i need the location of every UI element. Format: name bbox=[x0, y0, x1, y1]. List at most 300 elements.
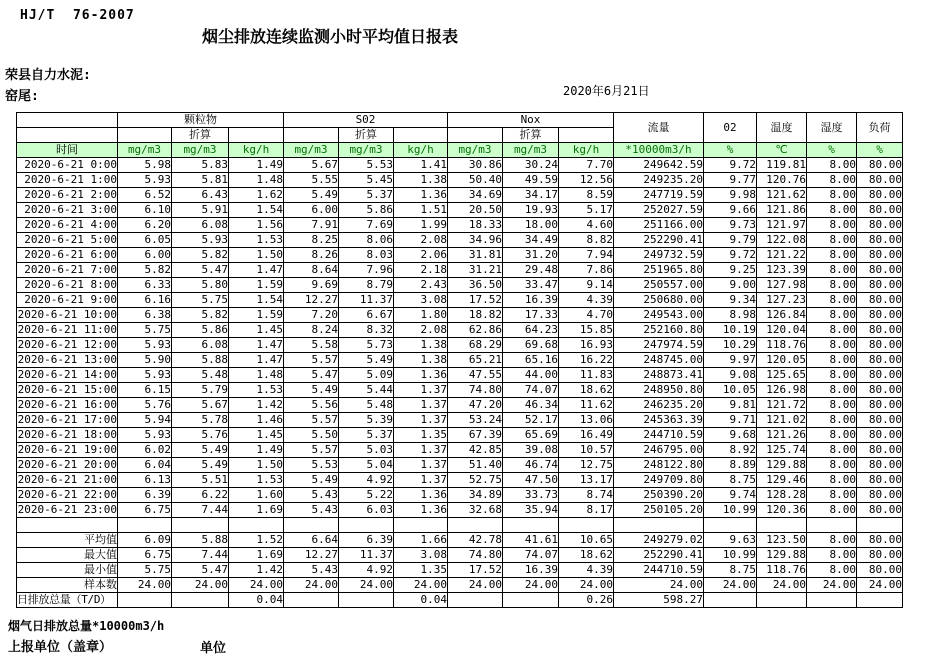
value-cell bbox=[339, 518, 394, 533]
value-cell: 74.80 bbox=[448, 548, 503, 563]
value-cell: 24.00 bbox=[229, 578, 284, 593]
value-cell: 1.35 bbox=[394, 428, 448, 443]
value-cell: 8.89 bbox=[704, 458, 757, 473]
value-cell: 118.76 bbox=[757, 338, 807, 353]
flow-total-note: 烟气日排放总量*10000m3/h bbox=[8, 619, 165, 633]
value-cell: 65.21 bbox=[448, 353, 503, 368]
value-cell: 6.03 bbox=[339, 503, 394, 518]
value-cell: 7.94 bbox=[559, 248, 614, 263]
value-cell: 1.49 bbox=[229, 158, 284, 173]
value-cell: 5.55 bbox=[284, 173, 339, 188]
value-cell: 120.04 bbox=[757, 323, 807, 338]
value-cell: 17.33 bbox=[503, 308, 559, 323]
unit-header-cell: mg/m3 bbox=[448, 143, 503, 158]
value-cell: 80.00 bbox=[857, 323, 903, 338]
value-cell: 12.27 bbox=[284, 548, 339, 563]
value-cell: 11.83 bbox=[559, 368, 614, 383]
time-cell: 2020-6-21 9:00 bbox=[17, 293, 118, 308]
col-header-load: 负荷 bbox=[857, 113, 903, 143]
unit-header-cell: mg/m3 bbox=[118, 143, 172, 158]
value-cell bbox=[757, 518, 807, 533]
summary-label: 平均值 bbox=[17, 533, 118, 548]
value-cell: 249279.02 bbox=[614, 533, 704, 548]
value-cell: 2.08 bbox=[394, 323, 448, 338]
value-cell: 8.24 bbox=[284, 323, 339, 338]
value-cell: 8.75 bbox=[704, 473, 757, 488]
value-cell: 69.68 bbox=[503, 338, 559, 353]
value-cell: 18.62 bbox=[559, 548, 614, 563]
value-cell: 8.98 bbox=[704, 308, 757, 323]
value-cell: 24.00 bbox=[118, 578, 172, 593]
value-cell: 5.93 bbox=[118, 173, 172, 188]
value-cell bbox=[757, 593, 807, 608]
value-cell: 7.86 bbox=[559, 263, 614, 278]
value-cell: 7.96 bbox=[339, 263, 394, 278]
value-cell bbox=[857, 518, 903, 533]
time-cell: 2020-6-21 21:00 bbox=[17, 473, 117, 486]
value-cell: 5.93 bbox=[118, 338, 172, 353]
value-cell: 35.94 bbox=[503, 503, 559, 518]
value-cell: 1.59 bbox=[229, 278, 284, 293]
value-cell: 6.02 bbox=[118, 443, 172, 458]
value-cell: 8.00 bbox=[807, 548, 857, 563]
value-cell: 6.15 bbox=[118, 383, 172, 398]
value-cell: 9.81 bbox=[704, 398, 757, 413]
table-row bbox=[17, 578, 903, 593]
value-cell: 5.51 bbox=[172, 473, 229, 488]
table-row bbox=[17, 263, 903, 278]
value-cell: 249732.59 bbox=[614, 248, 704, 263]
value-cell: 5.17 bbox=[559, 203, 614, 218]
value-cell: 24.00 bbox=[503, 578, 559, 593]
value-cell: 5.48 bbox=[339, 398, 394, 413]
value-cell: 5.58 bbox=[284, 338, 339, 353]
value-cell bbox=[172, 518, 229, 533]
value-cell: 9.25 bbox=[704, 263, 757, 278]
time-cell: 2020-6-21 18:00 bbox=[17, 428, 117, 441]
value-cell: 1.46 bbox=[229, 413, 284, 428]
value-cell: 8.17 bbox=[559, 503, 614, 518]
value-cell: 6.52 bbox=[118, 188, 172, 203]
subheader-blank bbox=[284, 128, 339, 143]
value-cell: 250680.00 bbox=[614, 293, 704, 308]
value-cell: 244710.59 bbox=[614, 428, 704, 443]
value-cell: 80.00 bbox=[857, 263, 903, 278]
value-cell: 8.00 bbox=[807, 398, 857, 413]
value-cell: 4.60 bbox=[559, 218, 614, 233]
value-cell: 4.39 bbox=[559, 293, 614, 308]
unit-header-cell: % bbox=[704, 143, 757, 158]
value-cell: 8.00 bbox=[807, 218, 857, 233]
value-cell: 248950.80 bbox=[614, 383, 704, 398]
group-header-row bbox=[17, 113, 903, 128]
value-cell: 6.75 bbox=[118, 548, 172, 563]
value-cell bbox=[807, 593, 857, 608]
value-cell: 1.48 bbox=[229, 173, 284, 188]
value-cell: 44.00 bbox=[503, 368, 559, 383]
value-cell: 24.00 bbox=[339, 578, 394, 593]
value-cell: 5.93 bbox=[118, 368, 172, 383]
unit-header-cell: ℃ bbox=[757, 143, 807, 158]
value-cell: 5.47 bbox=[172, 263, 229, 278]
value-cell: 9.72 bbox=[704, 248, 757, 263]
value-cell: 6.05 bbox=[118, 233, 172, 248]
subheader-converted-so2: 折算 bbox=[339, 128, 394, 143]
col-header-temp: 温度 bbox=[757, 113, 807, 143]
value-cell: 80.00 bbox=[857, 458, 903, 473]
time-cell: 2020-6-21 15:00 bbox=[17, 383, 117, 396]
table-row bbox=[17, 203, 903, 218]
table-row bbox=[17, 548, 903, 563]
value-cell: 80.00 bbox=[857, 368, 903, 383]
value-cell: 8.00 bbox=[807, 233, 857, 248]
unit-header-cell: mg/m3 bbox=[339, 143, 394, 158]
value-cell bbox=[284, 518, 339, 533]
value-cell: 2.18 bbox=[394, 263, 448, 278]
value-cell: 1.38 bbox=[394, 338, 448, 353]
unit-header-cell: kg/h bbox=[229, 143, 284, 158]
time-cell: 2020-6-21 8:00 bbox=[17, 278, 118, 293]
value-cell: 9.63 bbox=[704, 533, 757, 548]
value-cell: 127.98 bbox=[757, 278, 807, 293]
subheader-blank bbox=[17, 128, 118, 143]
value-cell: 7.44 bbox=[172, 503, 229, 518]
value-cell: 122.08 bbox=[757, 233, 807, 248]
value-cell: 10.19 bbox=[704, 323, 757, 338]
value-cell: 80.00 bbox=[857, 158, 903, 173]
value-cell: 6.10 bbox=[118, 203, 172, 218]
value-cell: 252027.59 bbox=[614, 203, 704, 218]
value-cell: 2.08 bbox=[394, 233, 448, 248]
value-cell: 250390.20 bbox=[614, 488, 704, 503]
value-cell: 42.78 bbox=[448, 533, 503, 548]
value-cell: 11.62 bbox=[559, 398, 614, 413]
value-cell: 8.79 bbox=[339, 278, 394, 293]
value-cell: 24.00 bbox=[807, 578, 857, 593]
value-cell: 5.86 bbox=[172, 323, 229, 338]
spacer-row bbox=[17, 518, 903, 533]
table-row bbox=[17, 398, 903, 413]
value-cell: 1.37 bbox=[394, 443, 448, 458]
value-cell: 10.29 bbox=[704, 338, 757, 353]
value-cell: 8.00 bbox=[807, 263, 857, 278]
table-row bbox=[17, 563, 903, 578]
value-cell: 9.69 bbox=[284, 278, 339, 293]
value-cell: 5.43 bbox=[284, 503, 339, 518]
value-cell: 19.93 bbox=[503, 203, 559, 218]
value-cell: 1.36 bbox=[394, 503, 448, 518]
value-cell: 1.37 bbox=[394, 473, 448, 488]
unit-header-cell: mg/m3 bbox=[284, 143, 339, 158]
value-cell: 8.00 bbox=[807, 248, 857, 263]
value-cell: 246235.20 bbox=[614, 398, 704, 413]
value-cell: 5.82 bbox=[172, 248, 229, 263]
value-cell: 251965.80 bbox=[614, 263, 704, 278]
value-cell: 1.37 bbox=[394, 383, 448, 398]
value-cell: 31.81 bbox=[448, 248, 503, 263]
value-cell: 8.00 bbox=[807, 353, 857, 368]
value-cell: 1.42 bbox=[229, 563, 284, 578]
spacer-cell bbox=[17, 518, 118, 533]
value-cell: 8.00 bbox=[807, 413, 857, 428]
value-cell: 80.00 bbox=[857, 488, 903, 503]
value-cell: 6.08 bbox=[172, 218, 229, 233]
value-cell: 5.53 bbox=[284, 458, 339, 473]
table-row bbox=[17, 278, 903, 293]
col-group-pm: 颗粒物 bbox=[118, 113, 284, 128]
value-cell: 1.47 bbox=[229, 263, 284, 278]
value-cell: 1.37 bbox=[394, 398, 448, 413]
time-cell: 2020-6-21 2:00 bbox=[17, 188, 118, 203]
value-cell: 598.27 bbox=[614, 593, 704, 608]
value-cell: 8.92 bbox=[704, 443, 757, 458]
table-row bbox=[17, 248, 903, 263]
value-cell: 2.43 bbox=[394, 278, 448, 293]
value-cell: 1.69 bbox=[229, 503, 284, 518]
value-cell: 8.00 bbox=[807, 203, 857, 218]
value-cell: 1.54 bbox=[229, 203, 284, 218]
value-cell: 8.00 bbox=[807, 323, 857, 338]
reporting-unit-label: 上报单位（盖章） bbox=[8, 640, 113, 655]
table-row bbox=[17, 338, 903, 353]
value-cell: 46.34 bbox=[503, 398, 559, 413]
col-group-nox: Nox bbox=[448, 113, 614, 128]
value-cell: 7.44 bbox=[172, 548, 229, 563]
value-cell: 18.82 bbox=[448, 308, 503, 323]
value-cell: 1.36 bbox=[394, 188, 448, 203]
value-cell: 80.00 bbox=[857, 353, 903, 368]
value-cell: 5.45 bbox=[339, 173, 394, 188]
value-cell: 5.98 bbox=[118, 158, 172, 173]
value-cell: 8.00 bbox=[807, 188, 857, 203]
value-cell: 5.49 bbox=[339, 353, 394, 368]
value-cell: 9.74 bbox=[704, 488, 757, 503]
table-row bbox=[17, 458, 903, 473]
value-cell: 8.75 bbox=[704, 563, 757, 578]
value-cell: 16.39 bbox=[503, 563, 559, 578]
value-cell: 20.50 bbox=[448, 203, 503, 218]
value-cell: 5.43 bbox=[284, 563, 339, 578]
value-cell: 1.45 bbox=[229, 323, 284, 338]
value-cell: 121.26 bbox=[757, 428, 807, 443]
report-date: 2020年6月21日 bbox=[563, 84, 650, 98]
value-cell: 1.62 bbox=[229, 188, 284, 203]
value-cell: 10.57 bbox=[559, 443, 614, 458]
value-cell: 7.69 bbox=[339, 218, 394, 233]
value-cell: 80.00 bbox=[857, 428, 903, 443]
value-cell: 51.40 bbox=[448, 458, 503, 473]
value-cell: 121.97 bbox=[757, 218, 807, 233]
value-cell: 5.86 bbox=[339, 203, 394, 218]
value-cell bbox=[118, 518, 172, 533]
value-cell: 5.49 bbox=[284, 473, 339, 488]
value-cell: 8.64 bbox=[284, 263, 339, 278]
value-cell: 5.75 bbox=[118, 563, 172, 578]
value-cell: 34.17 bbox=[503, 188, 559, 203]
time-cell: 2020-6-21 6:00 bbox=[17, 248, 118, 263]
value-cell: 1.54 bbox=[229, 293, 284, 308]
value-cell: 121.62 bbox=[757, 188, 807, 203]
value-cell: 6.67 bbox=[339, 308, 394, 323]
value-cell: 80.00 bbox=[857, 533, 903, 548]
value-cell: 119.81 bbox=[757, 158, 807, 173]
value-cell: 5.44 bbox=[339, 383, 394, 398]
value-cell: 10.05 bbox=[704, 383, 757, 398]
value-cell: 80.00 bbox=[857, 548, 903, 563]
value-cell: 8.00 bbox=[807, 383, 857, 398]
value-cell: 5.09 bbox=[339, 368, 394, 383]
value-cell: 11.37 bbox=[339, 293, 394, 308]
value-cell: 13.06 bbox=[559, 413, 614, 428]
value-cell: 47.50 bbox=[503, 473, 559, 488]
daily-total-label: 日排放总量（T/D） bbox=[17, 593, 118, 608]
table-row bbox=[17, 533, 903, 548]
value-cell: 118.76 bbox=[757, 563, 807, 578]
value-cell: 6.20 bbox=[118, 218, 172, 233]
value-cell: 1.42 bbox=[229, 398, 284, 413]
value-cell: 126.98 bbox=[757, 383, 807, 398]
value-cell bbox=[118, 593, 172, 608]
value-cell: 5.75 bbox=[118, 323, 172, 338]
value-cell: 8.59 bbox=[559, 188, 614, 203]
value-cell: 5.83 bbox=[172, 158, 229, 173]
value-cell: 8.00 bbox=[807, 308, 857, 323]
time-cell: 2020-6-21 7:00 bbox=[17, 263, 118, 278]
value-cell: 80.00 bbox=[857, 188, 903, 203]
value-cell: 5.75 bbox=[172, 293, 229, 308]
table-row bbox=[17, 443, 903, 458]
value-cell: 10.99 bbox=[704, 503, 757, 518]
value-cell: 36.50 bbox=[448, 278, 503, 293]
value-cell: 16.49 bbox=[559, 428, 614, 443]
value-cell bbox=[284, 593, 339, 608]
value-cell: 128.28 bbox=[757, 488, 807, 503]
value-cell: 121.22 bbox=[757, 248, 807, 263]
value-cell: 245363.39 bbox=[614, 413, 704, 428]
value-cell: 248873.41 bbox=[614, 368, 704, 383]
value-cell: 29.48 bbox=[503, 263, 559, 278]
value-cell: 5.76 bbox=[118, 398, 172, 413]
value-cell: 80.00 bbox=[857, 563, 903, 578]
table-row bbox=[17, 173, 903, 188]
value-cell bbox=[807, 518, 857, 533]
value-cell: 8.00 bbox=[807, 428, 857, 443]
value-cell: 8.00 bbox=[807, 293, 857, 308]
value-cell: 80.00 bbox=[857, 473, 903, 488]
subheader-blank bbox=[229, 128, 284, 143]
time-cell: 2020-6-21 13:00 bbox=[17, 353, 117, 366]
value-cell: 8.26 bbox=[284, 248, 339, 263]
value-cell: 9.68 bbox=[704, 428, 757, 443]
value-cell: 4.92 bbox=[339, 473, 394, 488]
value-cell: 24.00 bbox=[172, 578, 229, 593]
value-cell: 6.38 bbox=[118, 308, 172, 323]
value-cell: 1.52 bbox=[229, 533, 284, 548]
value-cell: 0.04 bbox=[394, 593, 448, 608]
value-cell: 6.00 bbox=[284, 203, 339, 218]
value-cell: 8.00 bbox=[807, 533, 857, 548]
value-cell: 1.37 bbox=[394, 413, 448, 428]
value-cell: 80.00 bbox=[857, 248, 903, 263]
value-cell: 2.06 bbox=[394, 248, 448, 263]
time-cell: 2020-6-21 22:00 bbox=[17, 488, 117, 501]
value-cell: 252290.41 bbox=[614, 548, 704, 563]
value-cell: 42.85 bbox=[448, 443, 503, 458]
time-column-header: 时间 bbox=[17, 143, 118, 158]
value-cell: 6.43 bbox=[172, 188, 229, 203]
subheader-converted-nox: 折算 bbox=[503, 128, 559, 143]
value-cell: 74.07 bbox=[503, 383, 559, 398]
value-cell: 62.86 bbox=[448, 323, 503, 338]
table-row bbox=[17, 413, 903, 428]
value-cell: 80.00 bbox=[857, 383, 903, 398]
value-cell: 5.47 bbox=[284, 368, 339, 383]
value-cell: 5.37 bbox=[339, 188, 394, 203]
value-cell: 6.16 bbox=[118, 293, 172, 308]
value-cell: 121.02 bbox=[757, 413, 807, 428]
table-row bbox=[17, 188, 903, 203]
value-cell bbox=[704, 593, 757, 608]
monitoring-point: 窑尾: bbox=[5, 89, 39, 104]
value-cell: 4.39 bbox=[559, 563, 614, 578]
value-cell: 47.20 bbox=[448, 398, 503, 413]
value-cell: 6.09 bbox=[118, 533, 172, 548]
value-cell: 8.03 bbox=[339, 248, 394, 263]
value-cell: 6.08 bbox=[172, 338, 229, 353]
value-cell: 8.00 bbox=[807, 368, 857, 383]
value-cell: 9.73 bbox=[704, 218, 757, 233]
time-header-blank bbox=[17, 113, 118, 128]
value-cell: 5.82 bbox=[172, 308, 229, 323]
value-cell: 8.00 bbox=[807, 488, 857, 503]
value-cell: 250557.00 bbox=[614, 278, 704, 293]
value-cell: 1.35 bbox=[394, 563, 448, 578]
summary-label: 最小值 bbox=[17, 563, 118, 578]
table-row bbox=[17, 233, 903, 248]
value-cell: 248745.00 bbox=[614, 353, 704, 368]
value-cell: 50.40 bbox=[448, 173, 503, 188]
value-cell: 80.00 bbox=[857, 278, 903, 293]
unit-header-cell: % bbox=[807, 143, 857, 158]
value-cell: 9.79 bbox=[704, 233, 757, 248]
table-row bbox=[17, 353, 903, 368]
value-cell: 16.93 bbox=[559, 338, 614, 353]
value-cell: 52.17 bbox=[503, 413, 559, 428]
value-cell: 1.66 bbox=[394, 533, 448, 548]
value-cell: 129.46 bbox=[757, 473, 807, 488]
value-cell: 5.49 bbox=[284, 383, 339, 398]
value-cell: 123.50 bbox=[757, 533, 807, 548]
value-cell: 33.73 bbox=[503, 488, 559, 503]
value-cell: 8.00 bbox=[807, 473, 857, 488]
value-cell: 1.38 bbox=[394, 353, 448, 368]
value-cell bbox=[448, 593, 503, 608]
value-cell: 31.21 bbox=[448, 263, 503, 278]
value-cell: 8.74 bbox=[559, 488, 614, 503]
value-cell: 5.82 bbox=[118, 263, 172, 278]
value-cell: 5.50 bbox=[284, 428, 339, 443]
value-cell: 249709.80 bbox=[614, 473, 704, 488]
value-cell: 1.60 bbox=[229, 488, 284, 503]
value-cell: 80.00 bbox=[857, 203, 903, 218]
time-cell: 2020-6-21 19:00 bbox=[17, 443, 117, 456]
value-cell: 3.08 bbox=[394, 293, 448, 308]
value-cell: 68.29 bbox=[448, 338, 503, 353]
time-cell: 2020-6-21 10:00 bbox=[17, 308, 117, 321]
value-cell: 123.39 bbox=[757, 263, 807, 278]
value-cell: 5.22 bbox=[339, 488, 394, 503]
value-cell: 24.00 bbox=[394, 578, 448, 593]
